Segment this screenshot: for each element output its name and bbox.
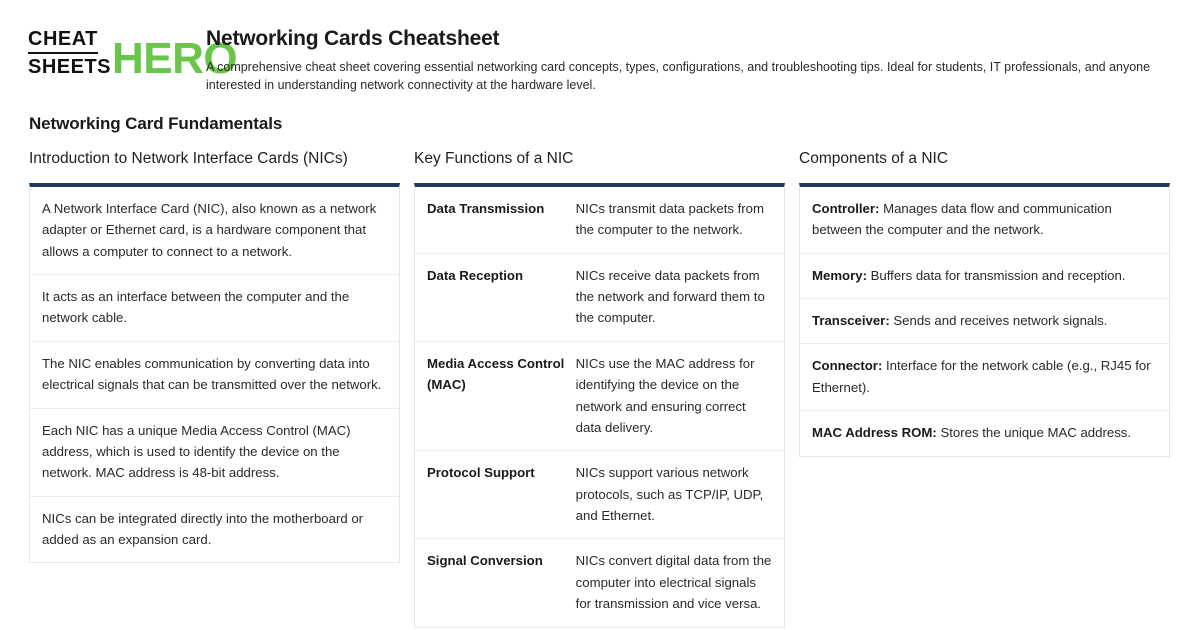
table-row (415, 451, 784, 539)
columns-container (0, 148, 1200, 627)
logo-line-cheat: CHEAT (28, 28, 98, 54)
table-cell-term: Data Transmission (427, 200, 545, 216)
card-key-functions (414, 183, 785, 628)
definition-item (800, 411, 1169, 455)
page-title: Networking Cards Cheatsheet (206, 27, 500, 50)
definition-term: MAC Address ROM: (812, 425, 941, 441)
list-item: A Network Interface Card (NIC), also known as a network adapter or Ethernet card, is a hardware component that allows a computer to connect to a network. (30, 187, 399, 275)
header-text-block (206, 24, 1170, 94)
logo-row (28, 28, 238, 84)
column-components (799, 148, 1170, 456)
table-cell-description: NICs use the MAC address for identifying the device on the network and ensuring correct data delivery. (575, 355, 755, 435)
definition-description: Manages data flow and communication between the computer and the network. (812, 200, 1112, 238)
page-header (0, 0, 1200, 94)
definition-item (800, 254, 1169, 299)
list-item: It acts as an interface between the computer and the network cable. (30, 275, 399, 342)
definition-description: Interface for the network cable (e.g., RJ45 for Ethernet). (812, 358, 1151, 395)
definition-term: Memory: (812, 267, 871, 283)
definition-description: Stores the unique MAC address. (940, 425, 1132, 441)
table-cell-description: NICs support various network protocols, such as TCP/IP, UDP, and Ethernet. (575, 465, 764, 524)
logo-accent-hero: HERO (112, 34, 238, 84)
column-introduction (29, 148, 400, 563)
definition-description: Sends and receives network signals. (893, 313, 1108, 329)
table-cell-description: NICs receive data packets from the network and forward them to the computer. (575, 267, 765, 326)
column-heading: Components of a NIC (799, 150, 949, 168)
table-row (415, 342, 784, 452)
column-heading: Introduction to Network Interface Cards (NICs) (29, 150, 348, 168)
list-item: NICs can be integrated directly into the motherboard or added as an expansion card. (42, 510, 364, 548)
definition-description: Buffers data for transmission and reception. (870, 267, 1126, 283)
card-components (799, 183, 1170, 457)
brand-logo (28, 24, 238, 84)
page-subtitle: A comprehensive cheat sheet covering essential networking card concepts, types, configurations, and troubleshooting tips. Ideal for students, IT professionals, and anyone interested in understanding network connectivity at the hardware level. (206, 60, 1151, 93)
table-cell-term: Signal Conversion (427, 553, 543, 569)
card-introduction (29, 183, 400, 564)
definition-term: Transceiver: (812, 313, 894, 329)
table-cell-term: Data Reception (427, 267, 523, 283)
list-item: The NIC enables communication by converting data into electrical signals that can be transmitted over the network. (30, 342, 399, 409)
table-cell-term: Protocol Support (427, 465, 535, 481)
definition-term: Controller: (812, 200, 884, 216)
table-row (415, 187, 784, 254)
definition-item (800, 299, 1169, 344)
table-row (415, 539, 784, 626)
column-key-functions (414, 148, 785, 627)
table-cell-term: Media Access Control (MAC) (427, 355, 565, 393)
column-heading: Key Functions of a NIC (414, 150, 574, 168)
table-row (415, 254, 784, 342)
definition-item (800, 187, 1169, 254)
logo-wordmark (28, 28, 111, 79)
logo-line-sheets: SHEETS (28, 56, 112, 78)
section-title: Networking Card Fundamentals (29, 114, 283, 134)
definition-term: Connector: (812, 358, 886, 374)
definition-item (800, 344, 1169, 411)
table-cell-description: NICs convert digital data from the computer into electrical signals for transmission and vice versa. (575, 553, 772, 612)
list-item: Each NIC has a unique Media Access Control (MAC) address, which is used to identify the device on the network. MAC address is 48-bit address. (30, 409, 399, 497)
table-cell-description: NICs transmit data packets from the computer to the network. (575, 200, 765, 238)
